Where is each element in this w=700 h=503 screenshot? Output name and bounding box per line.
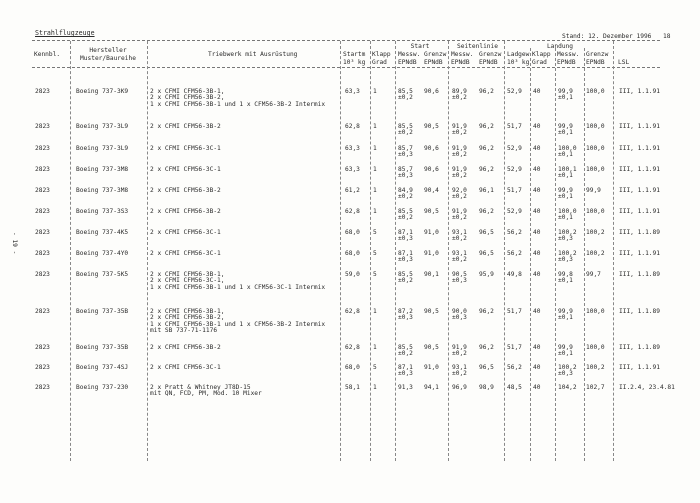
cell-start-klappen: 1 (373, 208, 377, 215)
cell-seitenlinie-grenzwert: 96,5 (479, 250, 494, 257)
cell-landung-klappen: 40 (533, 123, 541, 130)
cell-start-messwert: 85,5 ±0,2 (398, 208, 413, 222)
cell-landung-klappen: 40 (533, 88, 541, 95)
cell-landegewicht: 51,7 (507, 344, 522, 351)
cell-muster: Boeing 737-3M8 (76, 166, 129, 173)
cell-landung-klappen: 40 (533, 384, 541, 391)
cell-landung-messwert: 99,8 ±0,1 (558, 271, 573, 285)
header-landung-messw-unit: EPNdB (557, 59, 576, 66)
cell-muster: Boeing 737-3S3 (76, 208, 129, 215)
cell-seitenlinie-grenzwert: 96,2 (479, 88, 494, 95)
rule-top (32, 40, 660, 41)
cell-landung-klappen: 40 (533, 187, 541, 194)
col-divider (504, 41, 505, 461)
cell-start-grenzwert: 94,1 (424, 384, 439, 391)
cell-muster: Boeing 737-3L9 (76, 123, 129, 130)
header-startm-unit: 10³ kg (343, 59, 366, 66)
cell-seitenlinie-messwert: 91,9 ±0,2 (452, 208, 467, 222)
cell-seitenlinie-grenzwert: 96,2 (479, 344, 494, 351)
cell-seitenlinie-messwert: 91,9 ±0,2 (452, 344, 467, 358)
cell-triebwerk: 2 x Pratt & Whitney JT8D-15 mit QN, FCD, PM, Mod. 10 Mixer (150, 384, 262, 398)
cell-muster: Boeing 737-3K9 (76, 88, 129, 95)
cell-start-klappen: 1 (373, 145, 377, 152)
header-landung-grenzw: Grenzw (586, 51, 609, 58)
header-ladegew-unit: 10³ kg (507, 59, 530, 66)
cell-landegewicht: 51,7 (507, 187, 522, 194)
cell-landegewicht: 56,2 (507, 229, 522, 236)
cell-landung-messwert: 100,2 ±0,3 (558, 229, 577, 243)
cell-kennbl: 2823 (35, 145, 50, 152)
cell-landung-grenzwert: 100,0 (586, 88, 605, 95)
cell-kennbl: 2823 (35, 344, 50, 351)
cell-seitenlinie-grenzwert: 96,2 (479, 145, 494, 152)
cell-lsl: III, 1.1.89 (619, 308, 660, 315)
cell-landegewicht: 52,9 (507, 145, 522, 152)
cell-lsl: III, 1.1.91 (619, 166, 660, 173)
cell-landung-messwert: 99,9 ±0,1 (558, 123, 573, 137)
cell-lsl: III, 1.1.91 (619, 250, 660, 257)
cell-startmasse: 68,0 (345, 364, 360, 371)
cell-landung-klappen: 40 (533, 271, 541, 278)
cell-startmasse: 63,3 (345, 145, 360, 152)
header-seiten-grenzw-unit: EPNdB (479, 59, 498, 66)
cell-triebwerk: 2 x CFMI CFM56-3B-2 (150, 123, 221, 130)
cell-start-klappen: 5 (373, 250, 377, 257)
cell-kennbl: 2823 (35, 384, 50, 391)
cell-landegewicht: 56,2 (507, 364, 522, 371)
cell-seitenlinie-grenzwert: 96,5 (479, 364, 494, 371)
cell-start-grenzwert: 90,4 (424, 187, 439, 194)
cell-muster: Boeing 737-35B (76, 308, 129, 315)
header-landung-klapp-unit: Grad (532, 59, 547, 66)
cell-seitenlinie-grenzwert: 96,1 (479, 187, 494, 194)
cell-muster: Boeing 737-3L9 (76, 145, 129, 152)
page-title: Strahlflugzeuge (35, 29, 95, 37)
cell-landung-grenzwert: 100,0 (586, 308, 605, 315)
cell-landegewicht: 52,9 (507, 208, 522, 215)
cell-landung-klappen: 40 (533, 308, 541, 315)
cell-landung-messwert: 100,2 ±0,3 (558, 250, 577, 264)
header-seitenlinie-group: Seitenlinie (457, 43, 498, 50)
cell-startmasse: 63,3 (345, 88, 360, 95)
cell-triebwerk: 2 x CFMI CFM56-3B-1, 2 x CFMI CFM56-3C-1, 1 x CFMI CFM56-3B-1 und 1 x CFM56-3C-1 Intermix (150, 271, 326, 291)
cell-start-grenzwert: 90,5 (424, 208, 439, 215)
cell-landegewicht: 52,9 (507, 166, 522, 173)
cell-start-messwert: 85,5 ±0,2 (398, 88, 413, 102)
cell-kennbl: 2823 (35, 166, 50, 173)
cell-muster: Boeing 737-5K5 (76, 271, 129, 278)
cell-start-messwert: 87,1 ±0,3 (398, 364, 413, 378)
cell-seitenlinie-messwert: 92,0 ±0,2 (452, 187, 467, 201)
cell-start-messwert: 85,7 ±0,3 (398, 145, 413, 159)
cell-landung-grenzwert: 102,7 (586, 384, 605, 391)
header-startm: Startm (343, 51, 366, 58)
cell-muster: Boeing 737-230 (76, 384, 129, 391)
cell-start-klappen: 1 (373, 384, 377, 391)
header-klapp: Klapp (372, 51, 391, 58)
cell-landung-grenzwert: 100,0 (586, 344, 605, 351)
cell-start-grenzwert: 90,6 (424, 166, 439, 173)
cell-lsl: III, 1.1.91 (619, 88, 660, 95)
cell-start-klappen: 5 (373, 271, 377, 278)
cell-lsl: III, 1.1.91 (619, 187, 660, 194)
cell-start-messwert: 91,3 (398, 384, 413, 391)
cell-seitenlinie-messwert: 93,1 ±0,2 (452, 229, 467, 243)
header-landung-grenzw-unit: EPNdB (586, 59, 605, 66)
cell-landegewicht: 52,9 (507, 88, 522, 95)
cell-seitenlinie-grenzwert: 98,9 (479, 384, 494, 391)
header-seiten-messw: Messw. (451, 51, 474, 58)
cell-kennbl: 2823 (35, 187, 50, 194)
cell-lsl: III, 1.1.89 (619, 229, 660, 236)
cell-lsl: III, 1.1.91 (619, 208, 660, 215)
col-divider (613, 41, 614, 461)
cell-landung-messwert: 104,2 (558, 384, 577, 391)
cell-landegewicht: 48,5 (507, 384, 522, 391)
header-landung-klapp: Klapp (532, 51, 551, 58)
header-kennbl: Kennbl. (34, 51, 61, 58)
cell-landung-messwert: 100,0 ±0,1 (558, 208, 577, 222)
cell-startmasse: 62,8 (345, 344, 360, 351)
cell-landung-klappen: 40 (533, 229, 541, 236)
header-hersteller: Hersteller (89, 47, 127, 54)
cell-start-grenzwert: 91,0 (424, 229, 439, 236)
cell-start-klappen: 1 (373, 308, 377, 315)
cell-kennbl: 2823 (35, 308, 50, 315)
cell-start-klappen: 1 (373, 123, 377, 130)
cell-triebwerk: 2 x CFMI CFM56-3C-1 (150, 364, 221, 371)
cell-startmasse: 62,8 (345, 123, 360, 130)
cell-landung-klappen: 40 (533, 145, 541, 152)
cell-startmasse: 63,3 (345, 166, 360, 173)
cell-start-klappen: 1 (373, 187, 377, 194)
cell-start-messwert: 87,1 ±0,3 (398, 250, 413, 264)
cell-start-grenzwert: 91,0 (424, 250, 439, 257)
header-landung-messw: Messw. (557, 51, 580, 58)
cell-seitenlinie-messwert: 89,9 ±0,2 (452, 88, 467, 102)
header-seiten-messw-unit: EPNdB (451, 59, 470, 66)
header-seiten-grenzw: Grenzw (479, 51, 502, 58)
cell-triebwerk: 2 x CFMI CFM56-3C-1 (150, 145, 221, 152)
cell-seitenlinie-messwert: 93,1 ±0,2 (452, 250, 467, 264)
cell-triebwerk: 2 x CFMI CFM56-3B-1, 2 x CFMI CFM56-3B-2, 1 x CFMI CFM56-3B-1 und 1 x CFM56-3B-2 Intermix (150, 88, 326, 108)
cell-landung-messwert: 99,9 ±0,1 (558, 308, 573, 322)
cell-start-grenzwert: 90,6 (424, 145, 439, 152)
cell-startmasse: 62,8 (345, 308, 360, 315)
cell-triebwerk: 2 x CFMI CFM56-3C-1 (150, 229, 221, 236)
cell-landung-grenzwert: 100,0 (586, 208, 605, 215)
header-start-grenzw-unit: EPNdB (424, 59, 443, 66)
cell-start-grenzwert: 91,0 (424, 364, 439, 371)
col-divider (555, 48, 556, 461)
cell-landegewicht: 49,8 (507, 271, 522, 278)
header-start-grenzw: Grenzw (424, 51, 447, 58)
header-landung-group: Landung (546, 43, 574, 50)
cell-kennbl: 2823 (35, 364, 50, 371)
col-divider (70, 41, 71, 461)
cell-start-klappen: 1 (373, 344, 377, 351)
cell-startmasse: 59,0 (345, 271, 360, 278)
cell-landung-grenzwert: 100,0 (586, 123, 605, 130)
cell-seitenlinie-grenzwert: 96,2 (479, 208, 494, 215)
cell-seitenlinie-grenzwert: 96,5 (479, 229, 494, 236)
cell-landung-klappen: 40 (533, 250, 541, 257)
cell-start-messwert: 84,9 ±0,2 (398, 187, 413, 201)
cell-landung-klappen: 40 (533, 344, 541, 351)
rule-header-bottom (32, 67, 660, 68)
cell-seitenlinie-messwert: 96,9 (452, 384, 467, 391)
cell-start-messwert: 87,1 ±0,3 (398, 229, 413, 243)
cell-landung-klappen: 40 (533, 208, 541, 215)
cell-landung-messwert: 99,9 ±0,1 (558, 187, 573, 201)
cell-landung-grenzwert: 100,2 (586, 250, 605, 257)
cell-triebwerk: 2 x CFMI CFM56-3B-2 (150, 187, 221, 194)
cell-muster: Boeing 737-35B (76, 344, 129, 351)
cell-lsl: III, 1.1.91 (619, 123, 660, 130)
cell-lsl: III, 1.1.91 (619, 145, 660, 152)
cell-startmasse: 62,8 (345, 208, 360, 215)
cell-kennbl: 2823 (35, 123, 50, 130)
cell-muster: Boeing 737-4K5 (76, 229, 129, 236)
cell-landung-grenzwert: 99,9 (586, 187, 601, 194)
header-lsl: LSL (618, 59, 630, 66)
cell-start-grenzwert: 90,1 (424, 271, 439, 278)
cell-landegewicht: 56,2 (507, 250, 522, 257)
col-divider (340, 41, 341, 461)
cell-kennbl: 2823 (35, 208, 50, 215)
cell-landung-klappen: 40 (533, 166, 541, 173)
header-ladegew: Ladgew (507, 51, 530, 58)
cell-lsl: III, 1.1.91 (619, 364, 660, 371)
cell-muster: Boeing 737-3M8 (76, 187, 129, 194)
cell-startmasse: 68,0 (345, 250, 360, 257)
header-klapp-unit: Grad (372, 59, 387, 66)
cell-seitenlinie-messwert: 90,0 ±0,3 (452, 308, 467, 322)
col-divider (530, 48, 531, 461)
cell-start-grenzwert: 90,5 (424, 308, 439, 315)
cell-start-messwert: 87,2 ±0,3 (398, 308, 413, 322)
cell-landung-grenzwert: 100,0 (586, 166, 605, 173)
header-triebwerk: Triebwerk mit Ausrüstung (208, 51, 298, 58)
cell-seitenlinie-messwert: 90,5 ±0,3 (452, 271, 467, 285)
cell-seitenlinie-grenzwert: 96,2 (479, 166, 494, 173)
page-number: 18 (663, 33, 671, 40)
cell-seitenlinie-messwert: 91,9 ±0,2 (452, 123, 467, 137)
cell-start-grenzwert: 90,5 (424, 344, 439, 351)
cell-start-messwert: 85,5 ±0,2 (398, 123, 413, 137)
cell-lsl: II.2.4, 23.4.81 (619, 384, 675, 391)
cell-lsl: III, 1.1.89 (619, 344, 660, 351)
cell-seitenlinie-messwert: 91,9 ±0,2 (452, 145, 467, 159)
header-muster: Muster/Baureihe (80, 55, 136, 62)
cell-kennbl: 2823 (35, 250, 50, 257)
cell-triebwerk: 2 x CFMI CFM56-3C-1 (150, 250, 221, 257)
col-divider (147, 41, 148, 461)
col-divider (448, 41, 449, 461)
cell-landung-messwert: 100,2 ±0,3 (558, 364, 577, 378)
header-start-group: Start (410, 43, 430, 50)
cell-landung-messwert: 100,0 ±0,1 (558, 145, 577, 159)
cell-start-grenzwert: 90,5 (424, 123, 439, 130)
cell-seitenlinie-messwert: 91,9 ±0,2 (452, 166, 467, 180)
cell-start-klappen: 1 (373, 88, 377, 95)
cell-start-klappen: 5 (373, 364, 377, 371)
cell-landung-messwert: 100,1 ±0,1 (558, 166, 577, 180)
cell-seitenlinie-messwert: 93,1 ±0,2 (452, 364, 467, 378)
cell-landegewicht: 51,7 (507, 123, 522, 130)
cell-landung-messwert: 99,9 ±0,1 (558, 344, 573, 358)
cell-triebwerk: 2 x CFMI CFM56-3B-2 (150, 344, 221, 351)
header-start-messw: Messw. (398, 51, 421, 58)
cell-start-messwert: 85,7 ±0,3 (398, 166, 413, 180)
side-page-marker: - 19 - (11, 232, 18, 255)
cell-start-messwert: 85,5 ±0,2 (398, 271, 413, 285)
cell-landung-messwert: 99,9 ±0,1 (558, 88, 573, 102)
cell-start-messwert: 85,5 ±0,2 (398, 344, 413, 358)
col-divider (370, 41, 371, 461)
cell-triebwerk: 2 x CFMI CFM56-3C-1 (150, 166, 221, 173)
cell-start-klappen: 1 (373, 166, 377, 173)
header-start-messw-unit: EPNdB (398, 59, 417, 66)
cell-landung-grenzwert: 99,7 (586, 271, 601, 278)
stand-date: Stand: 12. Dezember 1996 (562, 33, 652, 40)
cell-seitenlinie-grenzwert: 95,9 (479, 271, 494, 278)
cell-landung-grenzwert: 100,0 (586, 145, 605, 152)
col-divider (395, 41, 396, 461)
cell-startmasse: 68,0 (345, 229, 360, 236)
cell-landung-grenzwert: 100,2 (586, 229, 605, 236)
cell-start-klappen: 5 (373, 229, 377, 236)
cell-landegewicht: 51,7 (507, 308, 522, 315)
cell-kennbl: 2823 (35, 271, 50, 278)
cell-lsl: III, 1.1.89 (619, 271, 660, 278)
cell-landung-grenzwert: 100,2 (586, 364, 605, 371)
cell-muster: Boeing 737-4SJ (76, 364, 129, 371)
cell-landung-klappen: 40 (533, 364, 541, 371)
cell-triebwerk: 2 x CFMI CFM56-3B-1, 2 x CFMI CFM56-3B-2, 1 x CFMI CFM56-3B-1 und 1 x CFM56-3B-2 Intermix mit SB 737-71-1176 (150, 308, 326, 335)
cell-seitenlinie-grenzwert: 96,2 (479, 123, 494, 130)
cell-seitenlinie-grenzwert: 96,2 (479, 308, 494, 315)
cell-start-grenzwert: 90,6 (424, 88, 439, 95)
cell-startmasse: 58,1 (345, 384, 360, 391)
cell-muster: Boeing 737-4Y0 (76, 250, 129, 257)
cell-kennbl: 2823 (35, 88, 50, 95)
col-divider (584, 48, 585, 461)
cell-startmasse: 61,2 (345, 187, 360, 194)
cell-triebwerk: 2 x CFMI CFM56-3B-2 (150, 208, 221, 215)
cell-kennbl: 2823 (35, 229, 50, 236)
